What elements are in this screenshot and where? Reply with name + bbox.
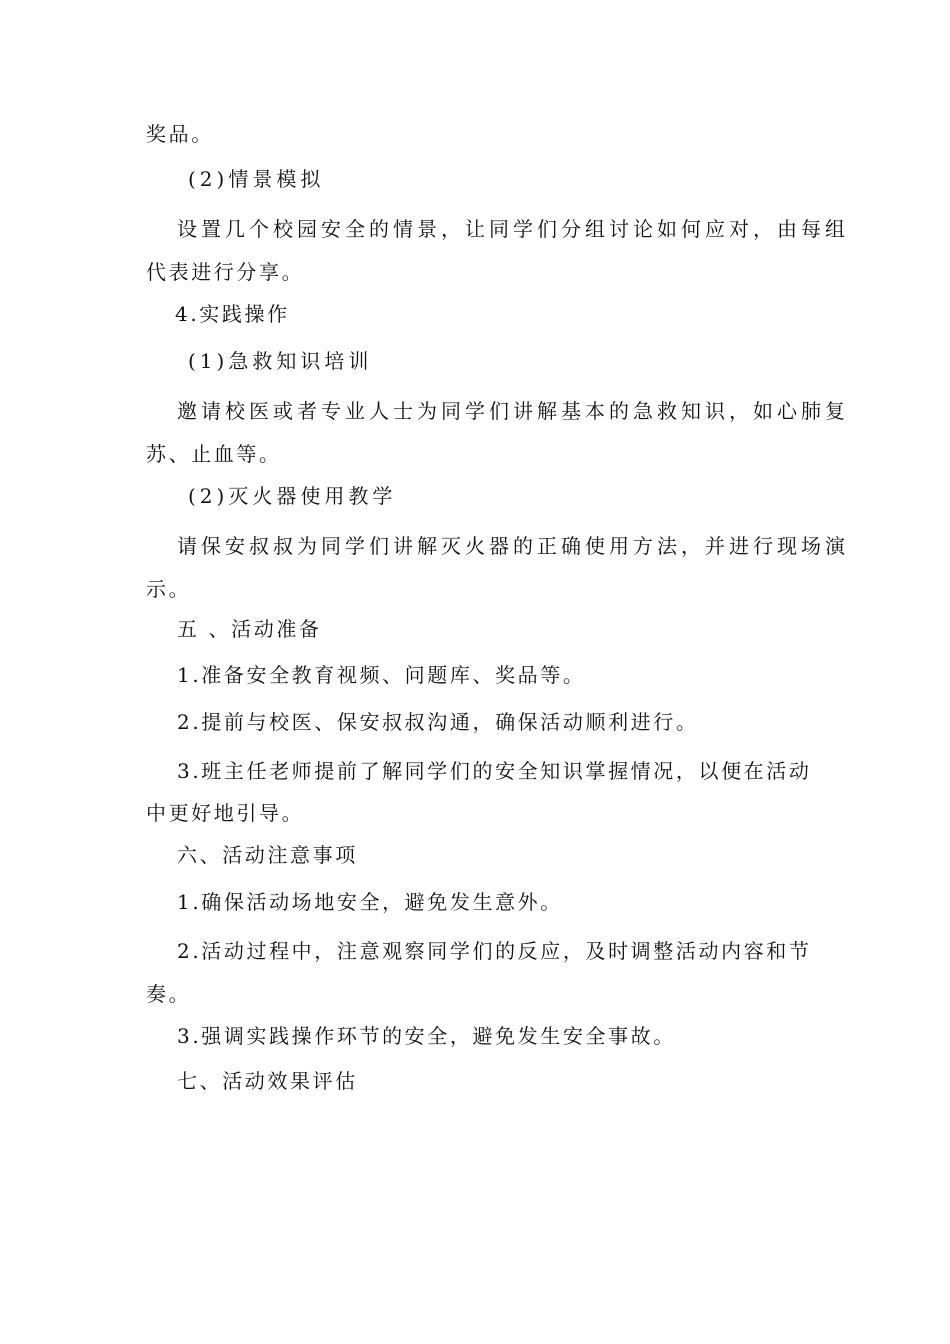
list-item: 3.强调实践操作环节的安全，避免发生安全事故。 xyxy=(177,1024,676,1048)
list-item: 2.活动过程中，注意观察同学们的反应，及时调整活动内容和节 xyxy=(177,939,812,963)
text-line: 奖品。 xyxy=(146,122,214,146)
list-item: 3.班主任老师提前了解同学们的安全知识掌握情况，以便在活动 xyxy=(177,759,812,783)
text-line: 奏。 xyxy=(146,982,192,1006)
section-heading: 七、活动效果评估 xyxy=(177,1069,358,1093)
list-item: 1.确保活动场地安全，避免发生意外。 xyxy=(177,890,563,914)
text-line: 苏、止血等。 xyxy=(146,442,282,466)
list-item: 2.提前与校医、保安叔叔沟通，确保活动顺利进行。 xyxy=(177,710,699,734)
subheading: (2)情景模拟 xyxy=(188,167,325,191)
text-line: 示。 xyxy=(146,577,192,601)
section-heading: 六、活动注意事项 xyxy=(177,843,358,867)
subheading: (1)急救知识培训 xyxy=(188,349,373,373)
section-heading: 五 、活动准备 xyxy=(177,617,322,641)
text-line: 请保安叔叔为同学们讲解灭火器的正确使用方法，并进行现场演 xyxy=(177,534,849,558)
text-line: 中更好地引导。 xyxy=(146,801,305,825)
subheading: (2)灭火器使用教学 xyxy=(188,484,397,508)
text-line: 邀请校医或者专业人士为同学们讲解基本的急救知识，如心肺复 xyxy=(177,399,849,423)
section-heading: 4.实践操作 xyxy=(175,302,290,326)
text-line: 代表进行分享。 xyxy=(146,260,305,284)
text-line: 设置几个校园安全的情景，让同学们分组讨论如何应对，由每组 xyxy=(177,217,849,241)
list-item: 1.准备安全教育视频、问题库、奖品等。 xyxy=(177,663,586,687)
